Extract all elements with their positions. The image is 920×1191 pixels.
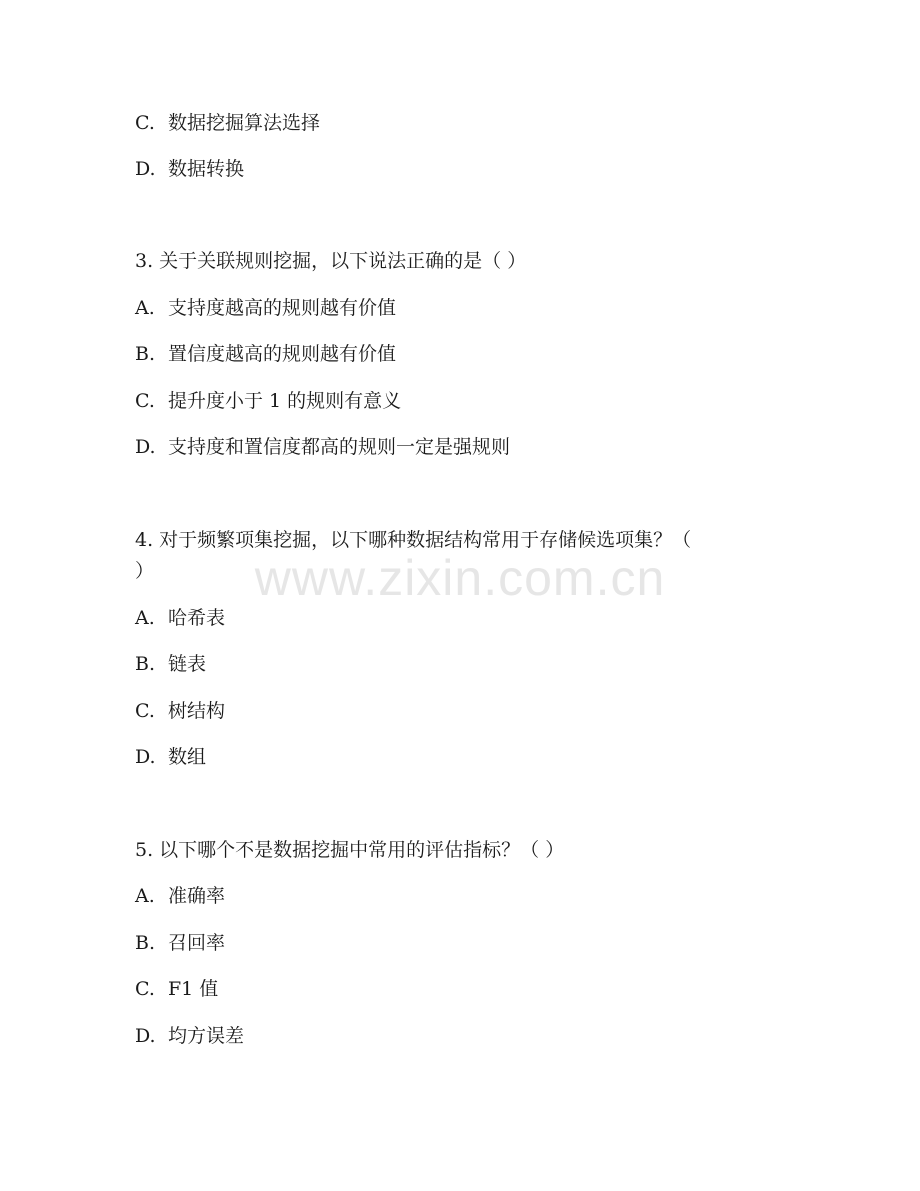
q5-option-b [135,931,790,955]
watermark: www.zixin.com.cn [254,550,666,606]
option-text: 准确率 [168,885,226,907]
option-label: C. [135,978,155,1000]
option-label: A. [135,885,155,907]
option-label: D. [135,1025,156,1047]
option-label: A. [135,297,155,319]
option-text: F1 值 [168,978,219,1000]
option-text: 哈希表 [168,607,226,629]
option-text: 召回率 [168,932,226,954]
q5-option-c [135,977,790,1001]
q3-question: 3. 关于关联规则挖掘，以下说法正确的是（ ） [135,250,527,272]
option-label: B. [135,653,156,675]
q4-option-c [135,699,790,723]
option-label: C. [135,390,155,412]
option-label: D. [135,158,156,180]
option-label: D. [135,746,156,768]
option-text: 链表 [168,653,207,675]
option-label: A. [135,607,155,629]
q5-question: 5. 以下哪个不是数据挖掘中常用的评估指标？（ ） [135,839,565,861]
option-text: 数据转换 [168,158,245,180]
option-label: C. [135,112,155,134]
q3-option-b [135,342,790,366]
q5-option-a [135,884,790,908]
q4-option-d [135,745,790,769]
option-label: C. [135,700,155,722]
option-text: 树结构 [168,700,226,722]
q3-option-a [135,296,790,320]
q4-option-a [135,606,790,630]
option-text: 支持度越高的规则越有价值 [168,297,397,319]
q4-option-b [135,652,790,676]
option-label: B. [135,343,156,365]
option-text: 提升度小于 1 的规则有意义 [168,390,402,412]
q4-question-line1: 4. 对于频繁项集挖掘，以下哪种数据结构常用于存储候选项集？（ [135,529,692,551]
q3-option-c [135,389,790,413]
option-text: 均方误差 [168,1025,245,1047]
q3-option-d [135,435,790,459]
q2-option-d [135,157,790,181]
option-label: D. [135,436,156,458]
option-label: B. [135,932,156,954]
option-text: 数组 [168,746,207,768]
option-text: 数据挖掘算法选择 [168,112,321,134]
option-text: 置信度越高的规则越有价值 [168,343,397,365]
q2-option-c [135,111,790,135]
q5-option-d [135,1024,790,1048]
q4-question-line2: ） [135,560,155,582]
option-text: 支持度和置信度都高的规则一定是强规则 [168,436,511,458]
